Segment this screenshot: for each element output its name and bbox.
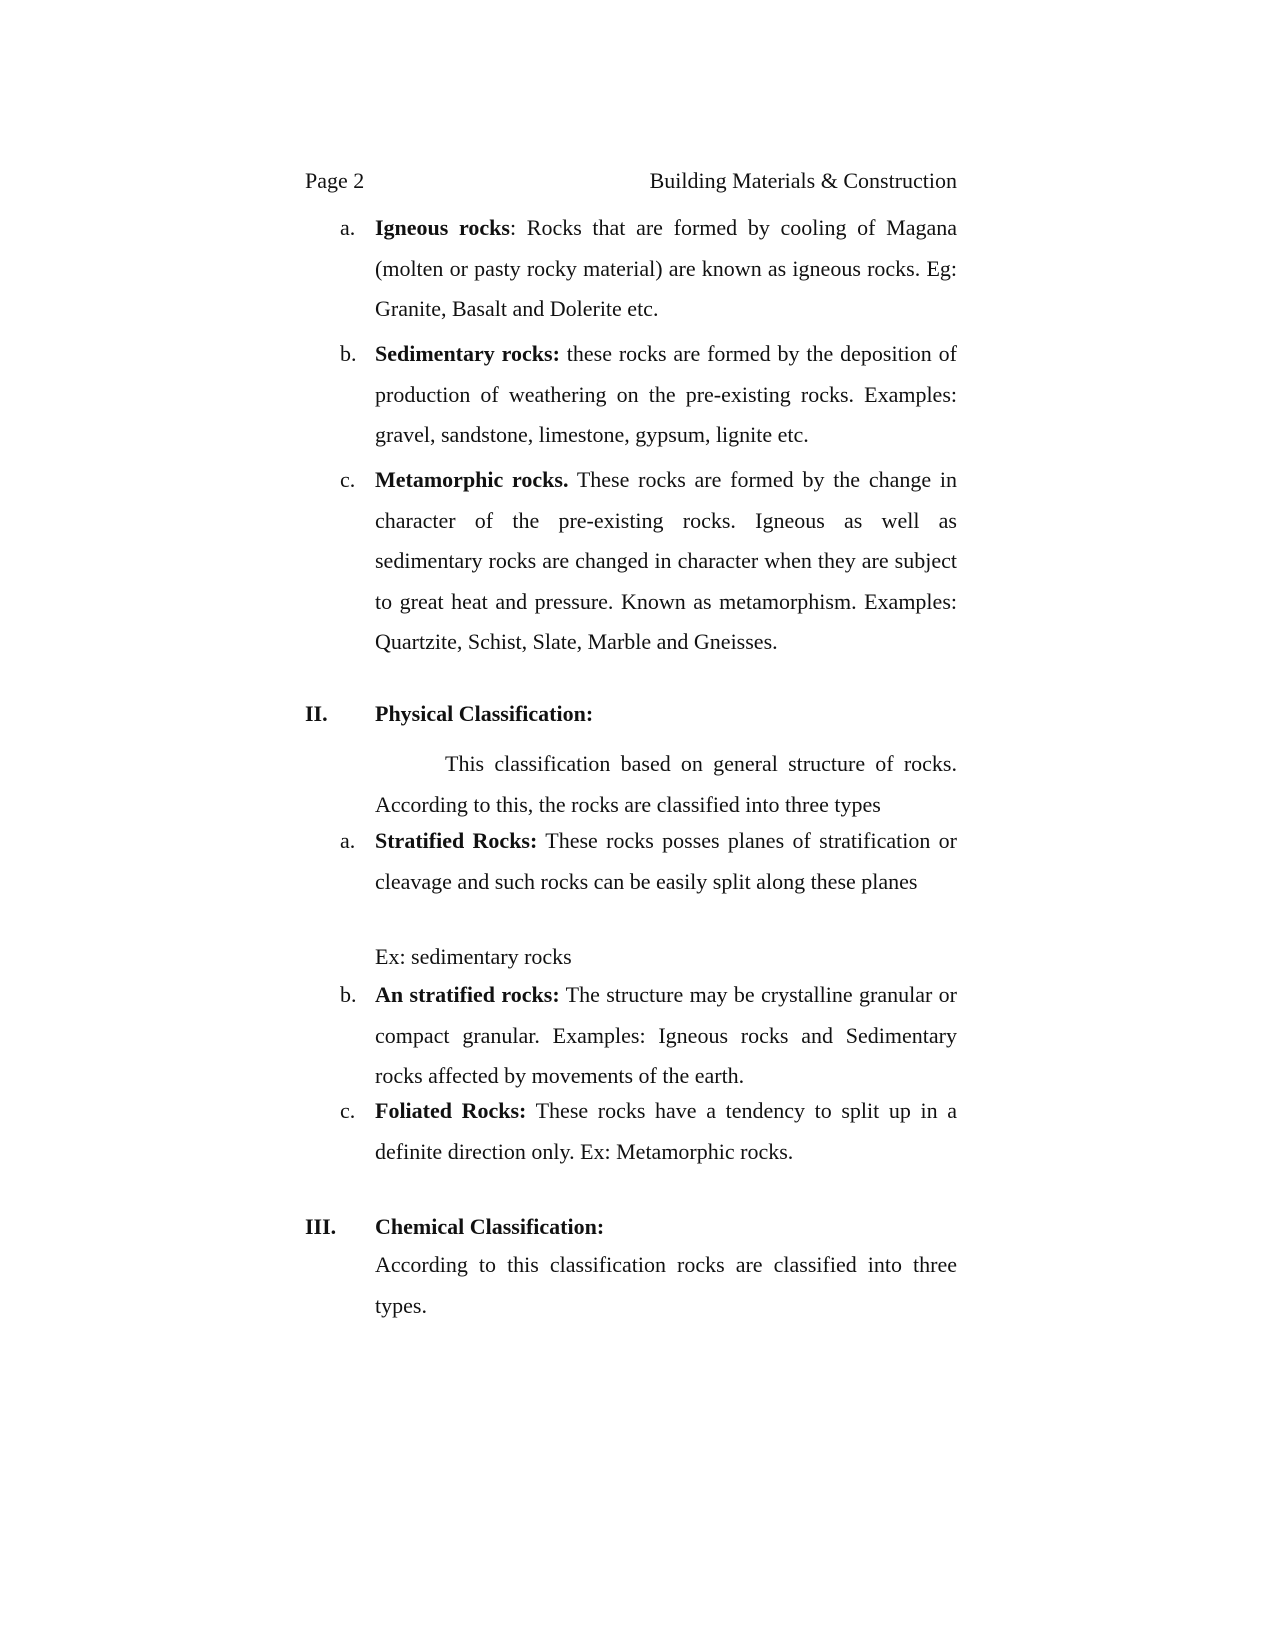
running-title: Building Materials & Construction xyxy=(649,168,957,193)
list-item-metamorphic xyxy=(305,460,957,663)
term: An stratified rocks: xyxy=(375,982,560,1007)
section-number: II. xyxy=(305,701,328,726)
page-number: Page 2 xyxy=(305,168,365,193)
term: Stratified Rocks: xyxy=(375,828,538,853)
term: Igneous rocks xyxy=(375,215,510,240)
list-item-sedimentary xyxy=(305,334,957,456)
definition: these rocks are formed by the deposition of production of weathering on the pre-existing rocks. Examples: gravel, sandstone, limestone, gypsum, lignite etc. xyxy=(375,341,957,447)
physical-intro xyxy=(375,744,957,825)
list-item-text xyxy=(375,334,957,456)
stratified-example: Ex: sedimentary rocks xyxy=(375,944,572,969)
section-heading-chemical xyxy=(305,1207,957,1247)
section-number: III. xyxy=(305,1214,337,1239)
list-item-text xyxy=(375,208,957,330)
term: Foliated Rocks: xyxy=(375,1098,527,1123)
list-marker: a. xyxy=(340,828,356,853)
list-item-text xyxy=(375,975,957,1097)
term: Sedimentary rocks: xyxy=(375,341,560,366)
list-item-text xyxy=(375,821,957,902)
term-separator: : xyxy=(509,215,517,240)
section-title: Physical Classification: xyxy=(375,701,594,726)
term: Metamorphic rocks. xyxy=(375,467,569,492)
section-title: Chemical Classification: xyxy=(375,1214,605,1239)
list-marker: b. xyxy=(340,982,357,1007)
list-item-text xyxy=(375,460,957,663)
list-marker: a. xyxy=(340,215,356,240)
list-item-igneous xyxy=(305,208,957,330)
list-marker: b. xyxy=(340,341,357,366)
definition: Rocks that are formed by cooling of Magana (molten or pasty rocky material) are known as igneous rocks. Eg: Granite, Basalt and Dolerite etc. xyxy=(375,215,957,321)
list-item-stratified xyxy=(305,821,957,902)
definition: These rocks are formed by the change in character of the pre-existing rocks. Igneous as well as sedimentary rocks are changed in character when they are subject to great heat and pressure. Known as metamorphism. Examples: Quartzite, Schist, Slate, Marble and Gneisses. xyxy=(375,467,957,654)
list-marker: c. xyxy=(340,1098,356,1123)
intro-text: This classification based on general structure of rocks. According to this, the rocks are classified into three types xyxy=(375,751,957,817)
list-item-foliated xyxy=(305,1091,957,1172)
list-item-unstratified xyxy=(305,975,957,1097)
page-header xyxy=(305,166,957,196)
list-item-text xyxy=(375,1091,957,1172)
list-marker: c. xyxy=(340,467,356,492)
section-heading-physical xyxy=(305,694,957,734)
definition: These rocks posses planes of stratification or cleavage and such rocks can be easily split along these planes xyxy=(375,828,957,894)
chemical-intro: According to this classification rocks are classified into three types. xyxy=(375,1252,957,1318)
definition: The structure may be crystalline granular or compact granular. Examples: Igneous rocks and Sedimentary rocks affected by movements of the earth. xyxy=(375,982,957,1088)
definition: These rocks have a tendency to split up in a definite direction only. Ex: Metamorphic rocks. xyxy=(375,1098,957,1164)
